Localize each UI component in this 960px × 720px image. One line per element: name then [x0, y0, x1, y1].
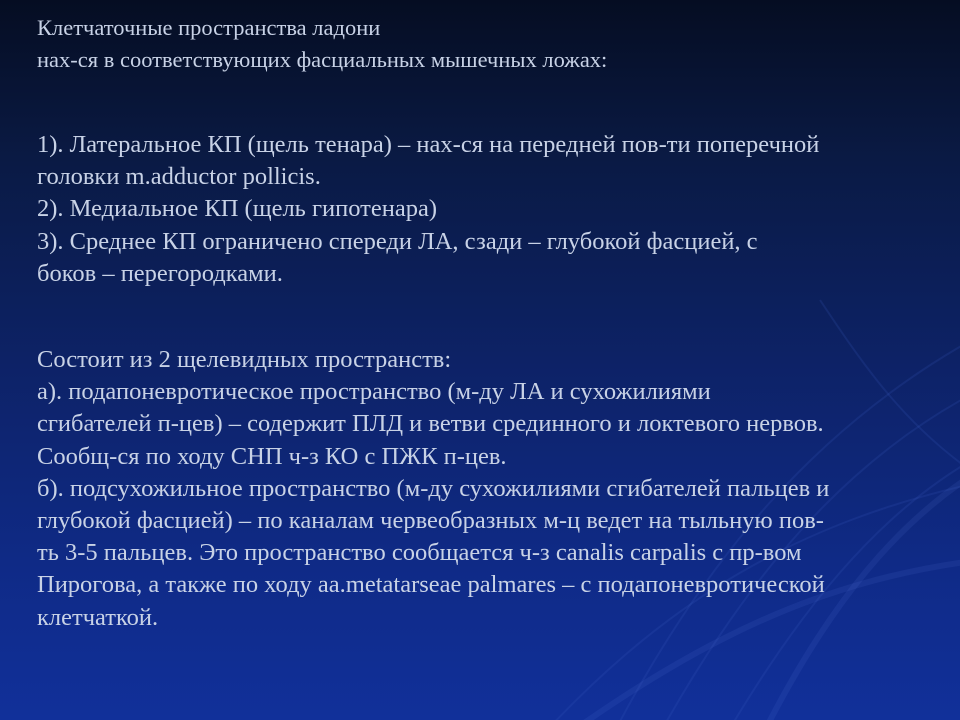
section-fissure-spaces: [37, 344, 952, 634]
slide-content: [37, 12, 952, 634]
text-line: Пирогова, а также по ходу aa.metatarseae palmares – с подапоневротической: [37, 571, 825, 599]
text-line: 3). Среднее КП ограничено спереди ЛА, сзади – глубокой фасцией, с: [37, 227, 758, 255]
text-line: клетчаткой.: [37, 603, 159, 631]
text-line: сгибателей п-цев) – содержит ПЛД и ветви срединного и локтевого нервов.: [37, 410, 824, 438]
text-line: головки m.adductor pollicis.: [37, 163, 321, 191]
text-line: боков – перегородками.: [37, 259, 283, 287]
text-line: 1). Латеральное КП (щель тенара) – нах-ся на передней пов-ти поперечной: [37, 131, 820, 158]
text-line: а). подапоневротическое пространство (м-ду ЛА и сухожилиями: [37, 378, 711, 406]
slide-title: [37, 12, 952, 76]
text-line: 2). Медиальное КП (щель гипотенара): [37, 195, 438, 223]
text-line: Сообщ-ся по ходу СНП ч-з КО с ПЖК п-цев.: [37, 442, 507, 470]
title-line: нах-ся в соответствующих фасциальных мышечных ложах:: [37, 47, 608, 72]
text-line: ть 3-5 пальцев. Это пространство сообщается ч-з canalis carpalis с пр-вом: [37, 539, 802, 567]
text-line: Состоит из 2 щелевидных пространств:: [37, 346, 452, 374]
text-line: б). подсухожильное пространство (м-ду сухожилиями сгибателей пальцев и: [37, 474, 830, 502]
title-line: Клетчаточные пространства ладони: [37, 15, 381, 40]
section-cellular-spaces-list: [37, 129, 952, 290]
text-line: глубокой фасцией) – по каналам червеобразных м-ц ведет на тыльную пов-: [37, 507, 824, 535]
